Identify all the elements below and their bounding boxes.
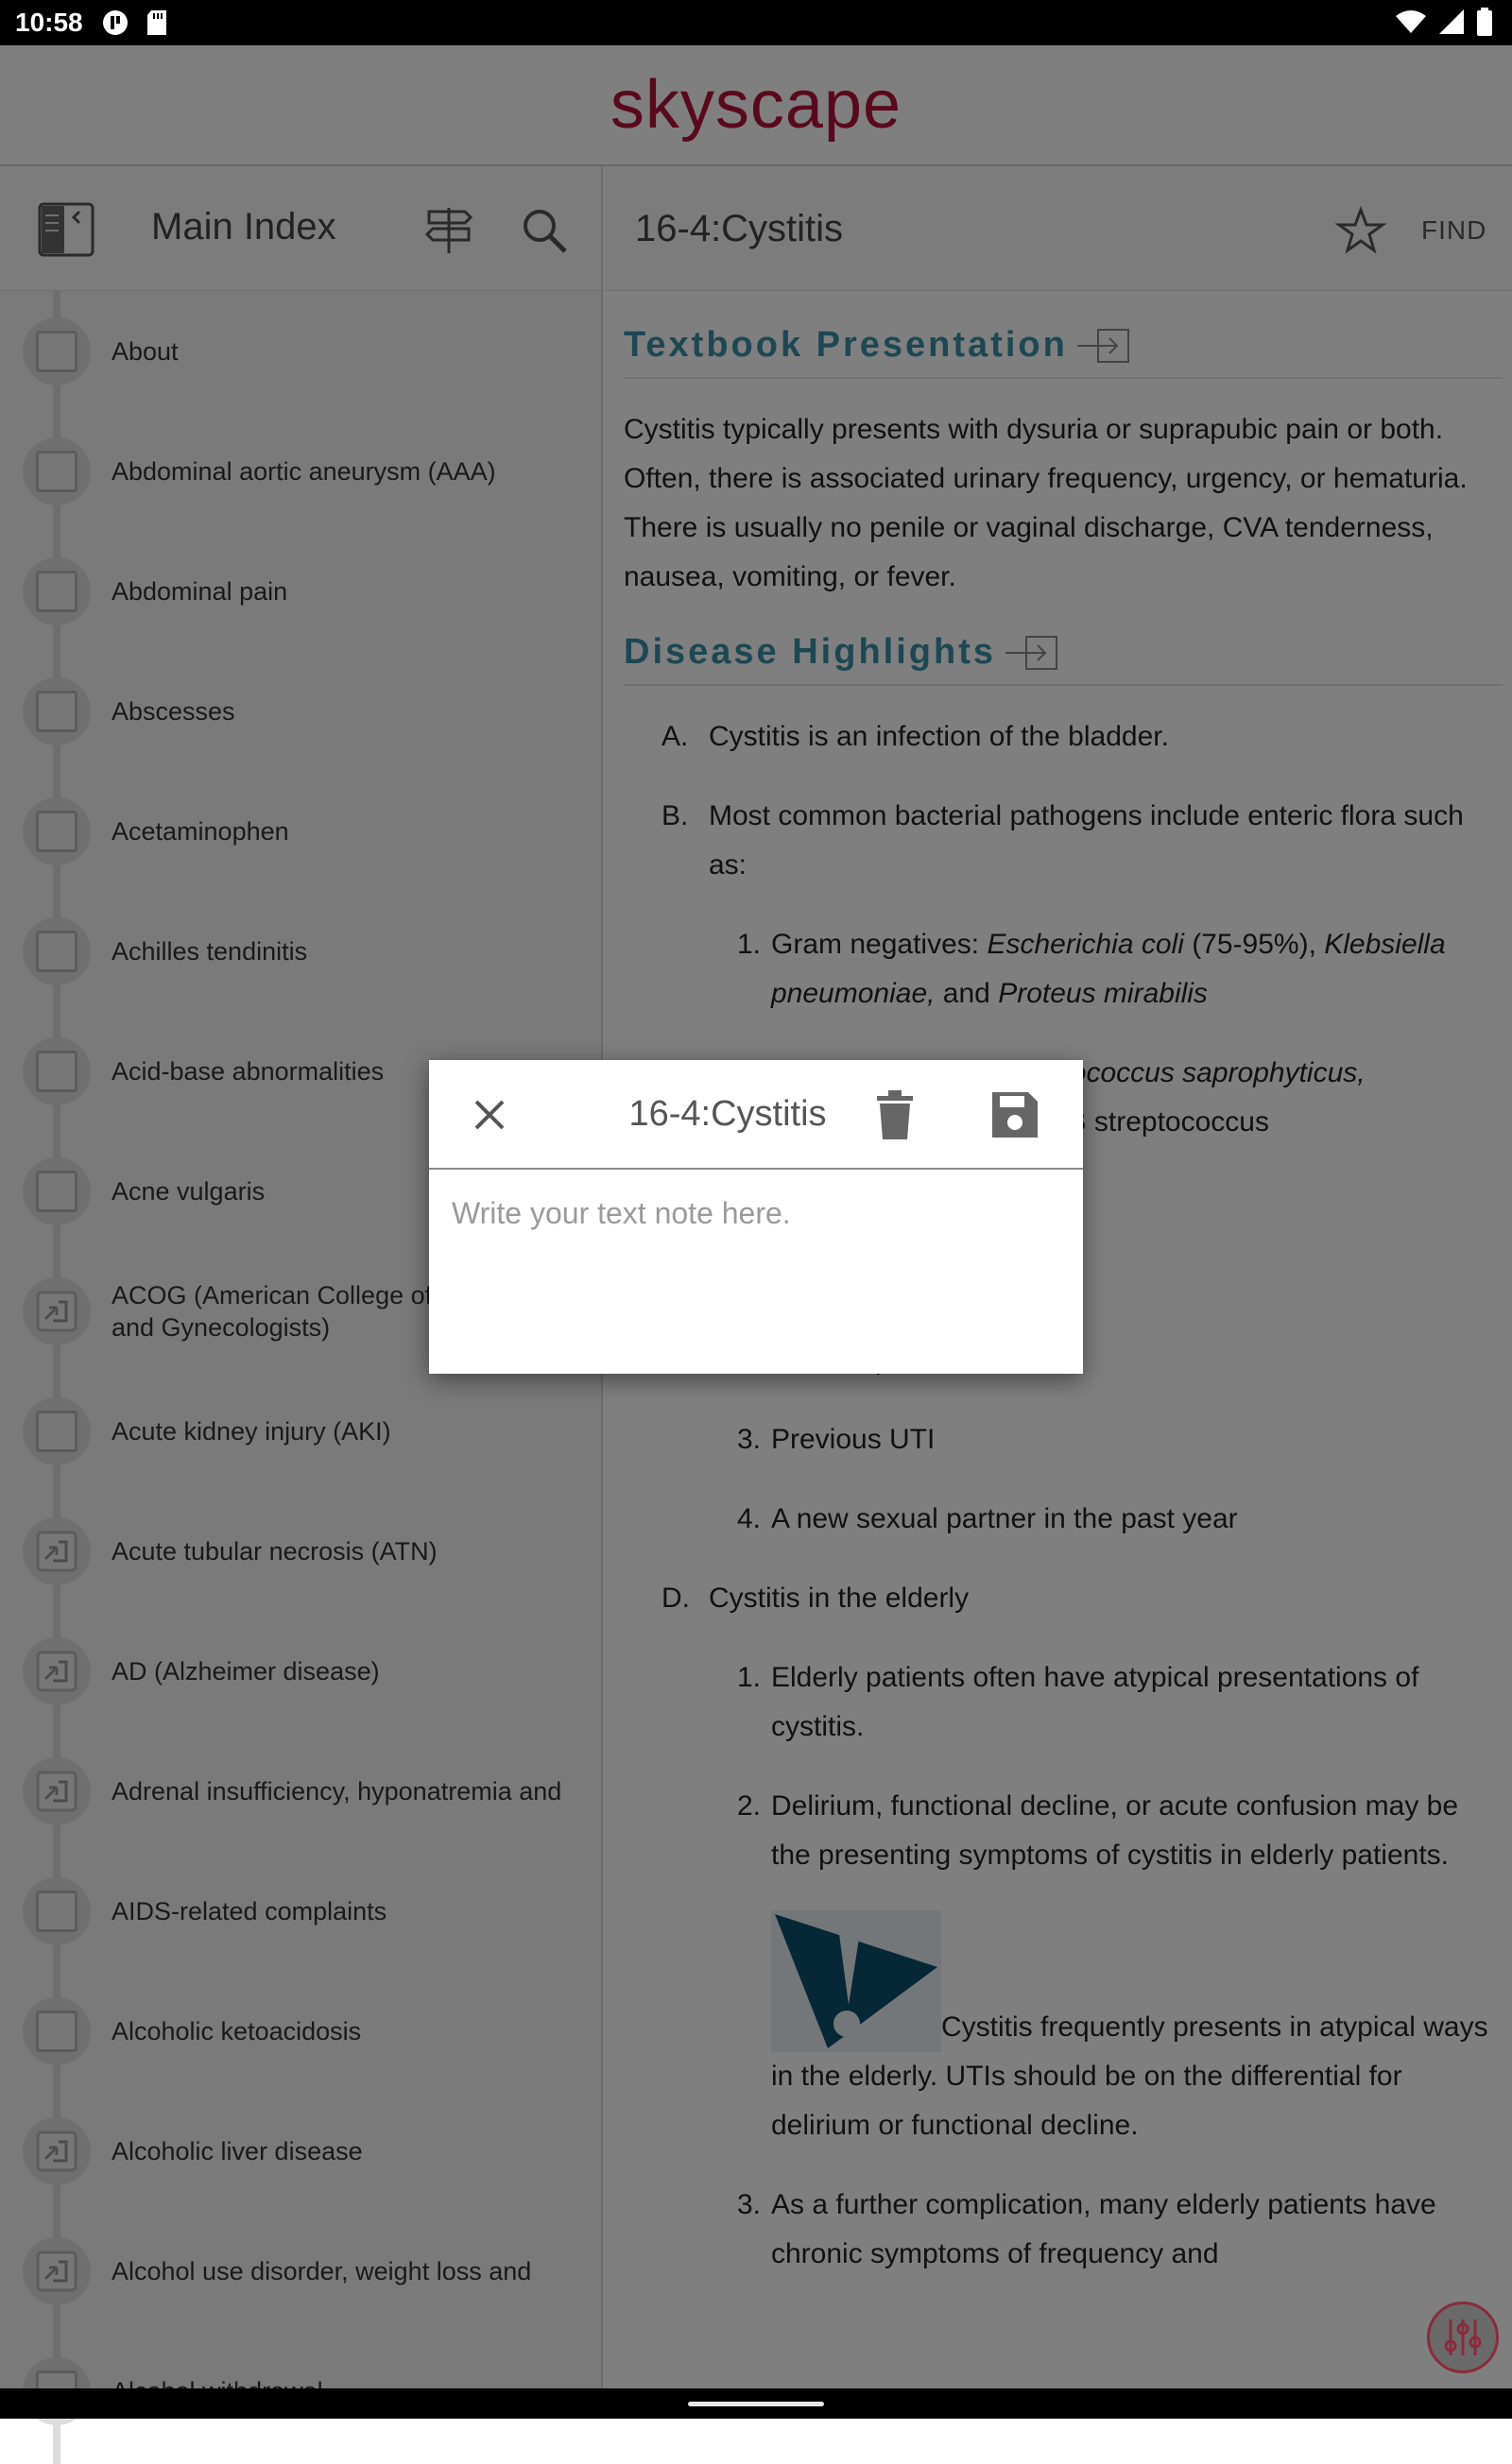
status-icons <box>1395 8 1493 36</box>
signal-icon <box>1438 9 1465 35</box>
wifi-icon <box>1395 9 1427 35</box>
app-notification-icon <box>102 9 129 36</box>
status-time: 10:58 <box>15 8 83 37</box>
system-nav-bar <box>0 2388 1512 2419</box>
note-text-input[interactable] <box>429 1172 1083 1372</box>
battery-icon <box>1476 8 1493 36</box>
settings-sliders-button[interactable] <box>1427 2301 1499 2373</box>
note-dialog <box>429 1060 1083 1374</box>
note-dialog-title: 16-4:Cystitis <box>628 1094 827 1134</box>
save-icon[interactable] <box>990 1090 1040 1139</box>
status-bar <box>0 0 1512 45</box>
sd-card-icon <box>144 9 170 36</box>
trash-icon[interactable] <box>873 1088 917 1141</box>
note-dialog-header <box>429 1060 1083 1170</box>
home-gesture-handle[interactable] <box>688 2402 824 2406</box>
sliders-icon <box>1430 2304 1496 2370</box>
